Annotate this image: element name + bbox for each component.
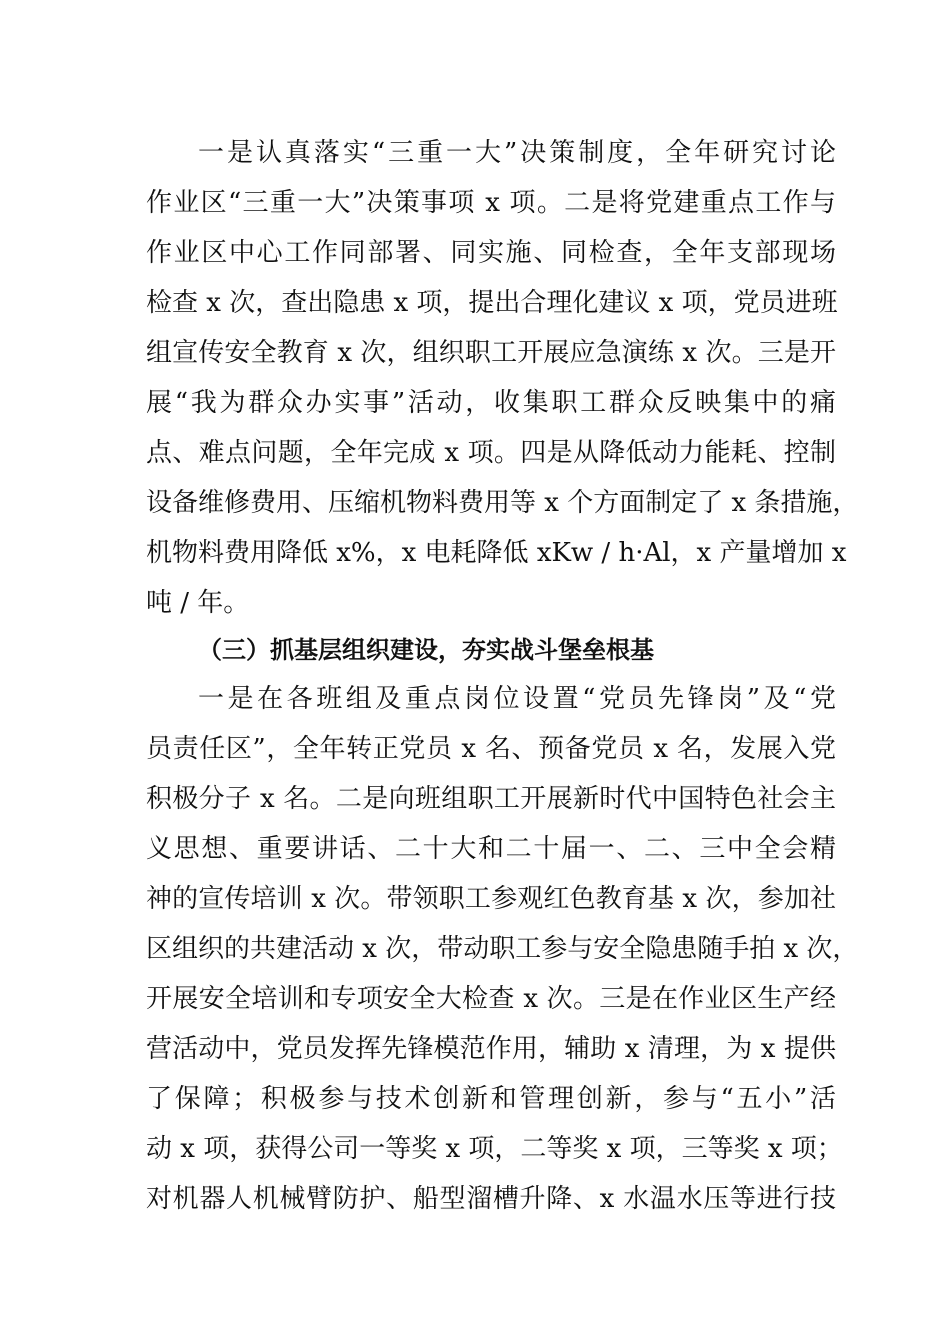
paragraph-line: 一是认真落实“三重一大”决策制度，全年研究讨论: [198, 138, 836, 168]
paragraph-line: 一是在各班组及重点岗位设置“党员先锋岗”及“党: [198, 684, 836, 714]
paragraph-line: 动 x 项，获得公司一等奖 x 项，二等奖 x 项，三等奖 x 项；: [146, 1134, 843, 1164]
paragraph-line: 点、难点问题，全年完成 x 项。四是从降低动力能耗、控制: [146, 438, 836, 468]
paragraph-line: 组宣传安全教育 x 次，组织职工开展应急演练 x 次。三是开: [146, 338, 836, 368]
paragraph-line: 员责任区”，全年转正党员 x 名、预备党员 x 名，发展入党: [146, 734, 836, 764]
paragraph-line: 神的宣传培训 x 次。带领职工参观红色教育基 x 次，参加社: [146, 884, 836, 914]
paragraph-line: 开展安全培训和专项安全大检查 x 次。三是在作业区生产经: [146, 984, 836, 1014]
paragraph-line: 了保障；积极参与技术创新和管理创新，参与“五小”活: [146, 1084, 836, 1114]
paragraph-line: 积极分子 x 名。二是向班组职工开展新时代中国特色社会主: [146, 784, 836, 814]
paragraph-line: 对机器人机械臂防护、船型溜槽升降、x 水温水压等进行技: [146, 1184, 836, 1214]
paragraph-line: 设备维修费用、压缩机物料费用等 x 个方面制定了 x 条措施，: [146, 488, 859, 518]
paragraph-line: 吨 / 年。: [146, 588, 250, 618]
section-heading: （三）抓基层组织建设，夯实战斗堡垒根基: [198, 636, 654, 664]
paragraph-line: 作业区中心工作同部署、同实施、同检查，全年支部现场: [146, 238, 836, 268]
paragraph-line: 作业区“三重一大”决策事项 x 项。二是将党建重点工作与: [146, 188, 836, 218]
paragraph-line: 区组织的共建活动 x 次，带动职工参与安全隐患随手拍 x 次，: [146, 934, 859, 964]
paragraph-line: 检查 x 次，查出隐患 x 项，提出合理化建议 x 项，党员进班: [146, 288, 838, 318]
paragraph-line: 机物料费用降低 x%，x 电耗降低 xKw / h·Al，x 产量增加 x: [146, 538, 847, 568]
paragraph-line: 义思想、重要讲话、二十大和二十届一、二、三中全会精: [146, 834, 836, 864]
paragraph-line: 营活动中，党员发挥先锋模范作用，辅助 x 清理，为 x 提供: [146, 1034, 836, 1064]
paragraph-line: 展“我为群众办实事”活动，收集职工群众反映集中的痛: [146, 388, 836, 418]
